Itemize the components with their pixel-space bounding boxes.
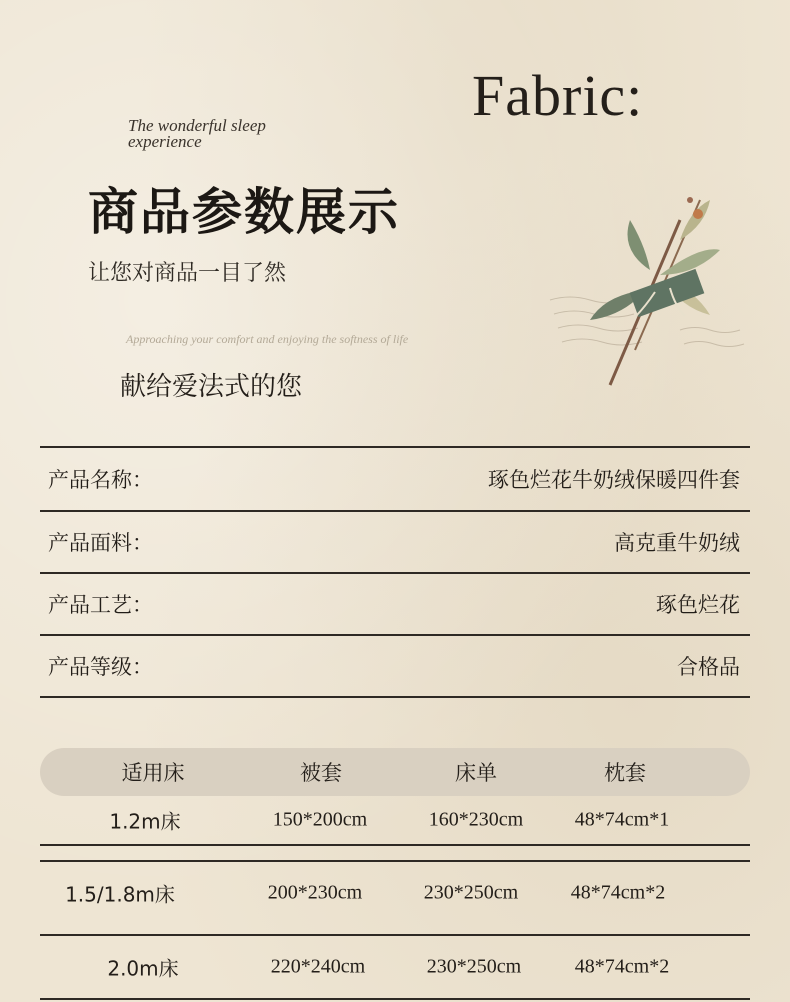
- param-row-fabric: [40, 512, 750, 574]
- tagline: [128, 118, 266, 150]
- cell-bed: 2.0m床: [107, 956, 179, 981]
- param-label: 产品等级：: [48, 655, 153, 679]
- tagline-line-2: experience: [128, 132, 202, 151]
- cell-duvet: 150*200cm: [272, 808, 368, 831]
- cell-sheet: 230*250cm: [426, 955, 522, 978]
- cell-bed: 1.2m床: [109, 809, 181, 834]
- param-label: 产品面料：: [48, 531, 153, 555]
- param-row-craft: [40, 574, 750, 636]
- param-value: 高克重牛奶绒: [614, 531, 740, 555]
- product-params-list: [40, 446, 750, 698]
- header-duvet: 被套: [300, 761, 342, 785]
- cell-sheet: 230*250cm: [423, 881, 519, 904]
- param-label: 产品名称：: [48, 468, 153, 492]
- table-row: [40, 934, 750, 1000]
- cell-sheet: 160*230cm: [428, 808, 524, 831]
- header-sheet: 床单: [455, 761, 497, 785]
- size-table: [40, 748, 750, 1000]
- param-value: 琢色烂花牛奶绒保暖四件套: [488, 468, 740, 492]
- cell-bed: 1.5/1.8m床: [65, 882, 175, 907]
- table-row: [40, 796, 750, 846]
- header-bed: 适用床: [121, 761, 185, 785]
- header-pillow: 枕套: [604, 761, 646, 785]
- param-label: 产品工艺：: [48, 593, 153, 617]
- brand-word: Fabric:: [472, 63, 644, 128]
- tagline-line-1: The wonderful sleep: [128, 116, 266, 135]
- size-table-header: [40, 748, 750, 796]
- dedication-text: 献给爱法式的您: [120, 372, 303, 402]
- cell-duvet: 200*230cm: [267, 881, 363, 904]
- param-row-name: [40, 446, 750, 512]
- page-title: 商品参数展示: [88, 183, 400, 241]
- param-row-grade: [40, 636, 750, 698]
- cell-pillow: 48*74cm*2: [570, 881, 666, 904]
- cell-pillow: 48*74cm*1: [574, 808, 670, 831]
- table-row: [40, 860, 750, 924]
- motto-text: Approaching your comfort and enjoying the softness of life: [126, 332, 409, 346]
- page-subtitle: 让您对商品一目了然: [88, 261, 287, 286]
- dried-flower-bouquet-icon: [540, 180, 770, 400]
- param-value: 琢色烂花: [656, 593, 740, 617]
- param-value: 合格品: [677, 655, 740, 679]
- cell-pillow: 48*74cm*2: [574, 955, 670, 978]
- cell-duvet: 220*240cm: [270, 955, 366, 978]
